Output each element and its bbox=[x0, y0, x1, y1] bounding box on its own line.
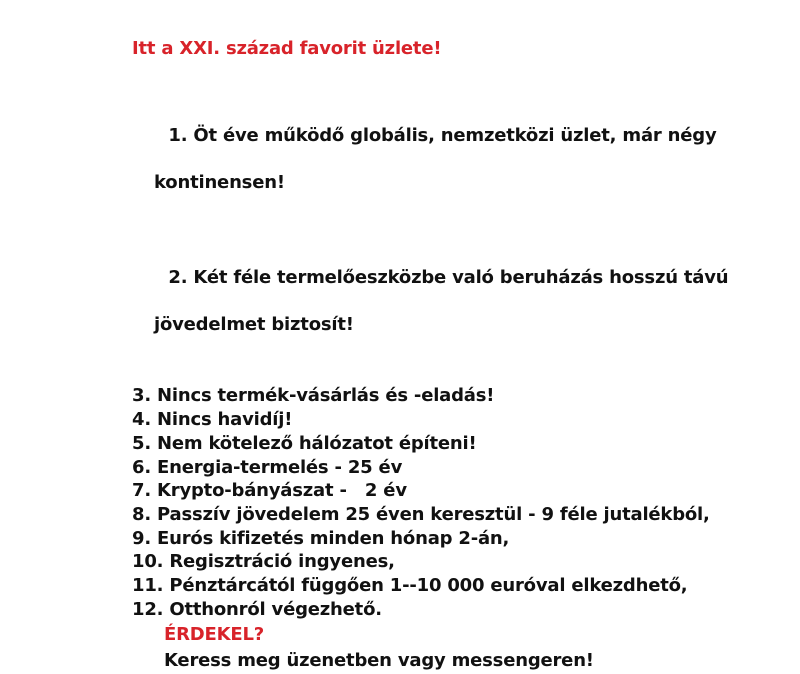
list-item-text: 9. Eurós kifizetés minden hónap 2-án, bbox=[132, 527, 510, 549]
list-item bbox=[132, 598, 772, 622]
list-item bbox=[132, 100, 772, 242]
list-item bbox=[132, 574, 772, 598]
list-item bbox=[132, 550, 772, 574]
cta-text: Keress meg üzenetben vagy messengeren! bbox=[164, 650, 594, 672]
list-item-continuation: kontinensen! bbox=[154, 172, 285, 194]
list-item bbox=[132, 503, 772, 527]
list-item bbox=[132, 432, 772, 456]
list-item-text: 6. Energia-termelés - 25 év bbox=[132, 456, 403, 478]
cta-question: ÉRDEKEL? bbox=[164, 624, 264, 646]
list-item bbox=[132, 527, 772, 551]
list-item-text: 2. Két féle termelőeszközbe való beruházás hosszú távú bbox=[168, 266, 729, 288]
list-item bbox=[132, 408, 772, 432]
list-item-text: 8. Passzív jövedelem 25 éven keresztül - 9 féle jutalékból, bbox=[132, 503, 710, 525]
list-item bbox=[132, 456, 772, 480]
list-item bbox=[132, 479, 772, 503]
list-item-text: 1. Öt éve működő globális, nemzetközi üzlet, már négy bbox=[168, 124, 717, 146]
list-item-text: 11. Pénztárcától függően 1--10 000 euróval elkezdhető, bbox=[132, 575, 688, 597]
list-item-continuation: jövedelmet biztosít! bbox=[154, 314, 354, 336]
list-item-text: 10. Regisztráció ingyenes, bbox=[132, 551, 395, 573]
list-item-text: 5. Nem kötelező hálózatot építeni! bbox=[132, 432, 477, 454]
list-item-text: 4. Nincs havidíj! bbox=[132, 409, 293, 431]
list-item bbox=[132, 242, 772, 384]
headline: Itt a XXI. század favorit üzlete! bbox=[132, 38, 442, 59]
list-item-text: 7. Krypto-bányászat - 2 év bbox=[132, 480, 407, 502]
list-item-text: 12. Otthonról végezhető. bbox=[132, 598, 382, 620]
list-item-text: 3. Nincs termék-vásárlás és -eladás! bbox=[132, 385, 495, 407]
document bbox=[132, 36, 772, 674]
list-item bbox=[132, 384, 772, 408]
benefit-list bbox=[132, 100, 772, 621]
